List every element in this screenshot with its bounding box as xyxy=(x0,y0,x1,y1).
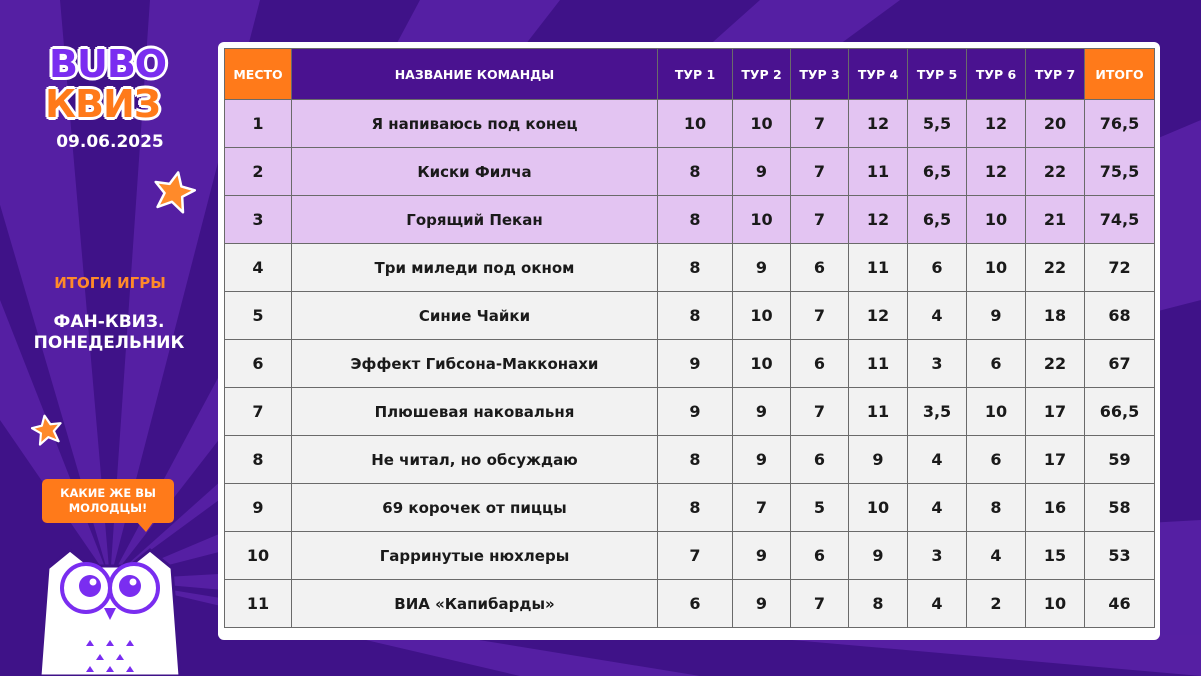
game-title: ФАН-КВИЗ. ПОНЕДЕЛЬНИК xyxy=(33,312,185,353)
round-6-cell: 2 xyxy=(967,580,1026,628)
round-2-cell: 9 xyxy=(733,580,791,628)
round-5-cell: 6,5 xyxy=(908,148,967,196)
team-name-cell: Горящий Пекан xyxy=(292,196,658,244)
header-round-2: ТУР 2 xyxy=(733,49,791,100)
table-row xyxy=(225,196,1155,244)
speech-bubble: КАКИЕ ЖЕ ВЫ МОЛОДЦЫ! xyxy=(42,479,174,523)
table-row xyxy=(225,292,1155,340)
total-cell: 74,5 xyxy=(1085,196,1155,244)
place-cell: 3 xyxy=(225,196,292,244)
total-cell: 72 xyxy=(1085,244,1155,292)
results-table xyxy=(224,48,1155,628)
round-3-cell: 7 xyxy=(791,148,849,196)
round-7-cell: 15 xyxy=(1026,532,1085,580)
total-cell: 59 xyxy=(1085,436,1155,484)
team-name-cell: Эффект Гибсона-Макконахи xyxy=(292,340,658,388)
total-cell: 76,5 xyxy=(1085,100,1155,148)
round-7-cell: 10 xyxy=(1026,580,1085,628)
place-cell: 4 xyxy=(225,244,292,292)
logo-top-text: BUBO xyxy=(49,42,167,86)
results-table-body xyxy=(225,100,1155,628)
round-1-cell: 8 xyxy=(658,148,733,196)
round-6-cell: 8 xyxy=(967,484,1026,532)
round-4-cell: 9 xyxy=(849,532,908,580)
team-name-cell: Не читал, но обсуждаю xyxy=(292,436,658,484)
team-name-cell: Три миледи под окном xyxy=(292,244,658,292)
round-4-cell: 11 xyxy=(849,388,908,436)
header-round-5: ТУР 5 xyxy=(908,49,967,100)
round-4-cell: 12 xyxy=(849,292,908,340)
round-2-cell: 10 xyxy=(733,292,791,340)
round-4-cell: 11 xyxy=(849,244,908,292)
round-3-cell: 7 xyxy=(791,388,849,436)
total-cell: 68 xyxy=(1085,292,1155,340)
round-5-cell: 5,5 xyxy=(908,100,967,148)
round-4-cell: 8 xyxy=(849,580,908,628)
round-3-cell: 6 xyxy=(791,436,849,484)
star-icon xyxy=(152,170,196,214)
round-7-cell: 22 xyxy=(1026,244,1085,292)
round-1-cell: 6 xyxy=(658,580,733,628)
round-7-cell: 22 xyxy=(1026,340,1085,388)
total-cell: 53 xyxy=(1085,532,1155,580)
round-2-cell: 7 xyxy=(733,484,791,532)
team-name-cell: ВИА «Капибарды» xyxy=(292,580,658,628)
round-5-cell: 4 xyxy=(908,484,967,532)
table-row xyxy=(225,388,1155,436)
place-cell: 7 xyxy=(225,388,292,436)
round-1-cell: 8 xyxy=(658,436,733,484)
round-6-cell: 4 xyxy=(967,532,1026,580)
speech-bubble-tail xyxy=(136,521,154,532)
round-2-cell: 9 xyxy=(733,532,791,580)
round-4-cell: 9 xyxy=(849,436,908,484)
team-name-cell: Гарринутые нюхлеры xyxy=(292,532,658,580)
round-5-cell: 4 xyxy=(908,436,967,484)
round-3-cell: 7 xyxy=(791,196,849,244)
round-3-cell: 7 xyxy=(791,292,849,340)
round-2-cell: 10 xyxy=(733,100,791,148)
place-cell: 1 xyxy=(225,100,292,148)
round-1-cell: 9 xyxy=(658,388,733,436)
team-name-cell: Киски Филча xyxy=(292,148,658,196)
team-name-cell: 69 корочек от пиццы xyxy=(292,484,658,532)
round-5-cell: 4 xyxy=(908,292,967,340)
round-3-cell: 6 xyxy=(791,244,849,292)
total-cell: 46 xyxy=(1085,580,1155,628)
round-4-cell: 12 xyxy=(849,100,908,148)
total-cell: 58 xyxy=(1085,484,1155,532)
game-date: 09.06.2025 xyxy=(56,132,164,152)
place-cell: 10 xyxy=(225,532,292,580)
header-round-3: ТУР 3 xyxy=(791,49,849,100)
round-5-cell: 4 xyxy=(908,580,967,628)
round-5-cell: 3 xyxy=(908,340,967,388)
round-6-cell: 9 xyxy=(967,292,1026,340)
table-row xyxy=(225,484,1155,532)
team-name-cell: Я напиваюсь под конец xyxy=(292,100,658,148)
place-cell: 6 xyxy=(225,340,292,388)
round-1-cell: 8 xyxy=(658,484,733,532)
round-6-cell: 10 xyxy=(967,388,1026,436)
round-5-cell: 3 xyxy=(908,532,967,580)
table-row xyxy=(225,100,1155,148)
header-total: ИТОГО xyxy=(1085,49,1155,100)
place-cell: 5 xyxy=(225,292,292,340)
bubo-kviz-logo xyxy=(42,44,174,124)
round-6-cell: 12 xyxy=(967,148,1026,196)
place-cell: 11 xyxy=(225,580,292,628)
round-4-cell: 11 xyxy=(849,340,908,388)
round-5-cell: 6,5 xyxy=(908,196,967,244)
place-cell: 8 xyxy=(225,436,292,484)
header-round-7: ТУР 7 xyxy=(1026,49,1085,100)
total-cell: 66,5 xyxy=(1085,388,1155,436)
round-2-cell: 9 xyxy=(733,244,791,292)
round-6-cell: 10 xyxy=(967,244,1026,292)
round-7-cell: 22 xyxy=(1026,148,1085,196)
round-3-cell: 7 xyxy=(791,100,849,148)
header-row xyxy=(225,49,1155,100)
round-7-cell: 16 xyxy=(1026,484,1085,532)
owl-mascot-icon xyxy=(30,548,190,676)
table-row xyxy=(225,532,1155,580)
round-3-cell: 7 xyxy=(791,580,849,628)
round-1-cell: 8 xyxy=(658,244,733,292)
place-cell: 9 xyxy=(225,484,292,532)
round-5-cell: 3,5 xyxy=(908,388,967,436)
round-2-cell: 9 xyxy=(733,436,791,484)
header-round-1: ТУР 1 xyxy=(658,49,733,100)
table-row xyxy=(225,148,1155,196)
table-row xyxy=(225,436,1155,484)
round-7-cell: 18 xyxy=(1026,292,1085,340)
round-6-cell: 12 xyxy=(967,100,1026,148)
round-4-cell: 10 xyxy=(849,484,908,532)
round-6-cell: 6 xyxy=(967,436,1026,484)
total-cell: 75,5 xyxy=(1085,148,1155,196)
team-name-cell: Плюшевая наковальня xyxy=(292,388,658,436)
round-3-cell: 5 xyxy=(791,484,849,532)
round-1-cell: 8 xyxy=(658,196,733,244)
table-row xyxy=(225,244,1155,292)
header-team-name: НАЗВАНИЕ КОМАНДЫ xyxy=(292,49,658,100)
round-2-cell: 10 xyxy=(733,340,791,388)
round-7-cell: 21 xyxy=(1026,196,1085,244)
round-7-cell: 17 xyxy=(1026,388,1085,436)
results-label: ИТОГИ ИГРЫ xyxy=(54,274,166,292)
logo-bottom-text: КВИЗ xyxy=(45,82,160,126)
round-7-cell: 17 xyxy=(1026,436,1085,484)
round-1-cell: 8 xyxy=(658,292,733,340)
round-7-cell: 20 xyxy=(1026,100,1085,148)
round-1-cell: 9 xyxy=(658,340,733,388)
round-2-cell: 10 xyxy=(733,196,791,244)
team-name-cell: Синие Чайки xyxy=(292,292,658,340)
results-table-card xyxy=(218,42,1160,640)
header-round-6: ТУР 6 xyxy=(967,49,1026,100)
table-row xyxy=(225,340,1155,388)
round-4-cell: 11 xyxy=(849,148,908,196)
round-2-cell: 9 xyxy=(733,388,791,436)
round-1-cell: 7 xyxy=(658,532,733,580)
round-6-cell: 10 xyxy=(967,196,1026,244)
round-2-cell: 9 xyxy=(733,148,791,196)
round-4-cell: 12 xyxy=(849,196,908,244)
round-3-cell: 6 xyxy=(791,340,849,388)
header-round-4: ТУР 4 xyxy=(849,49,908,100)
round-1-cell: 10 xyxy=(658,100,733,148)
table-row xyxy=(225,580,1155,628)
round-3-cell: 6 xyxy=(791,532,849,580)
header-place: МЕСТО xyxy=(225,49,292,100)
round-6-cell: 6 xyxy=(967,340,1026,388)
total-cell: 67 xyxy=(1085,340,1155,388)
place-cell: 2 xyxy=(225,148,292,196)
round-5-cell: 6 xyxy=(908,244,967,292)
star-icon xyxy=(31,414,63,446)
